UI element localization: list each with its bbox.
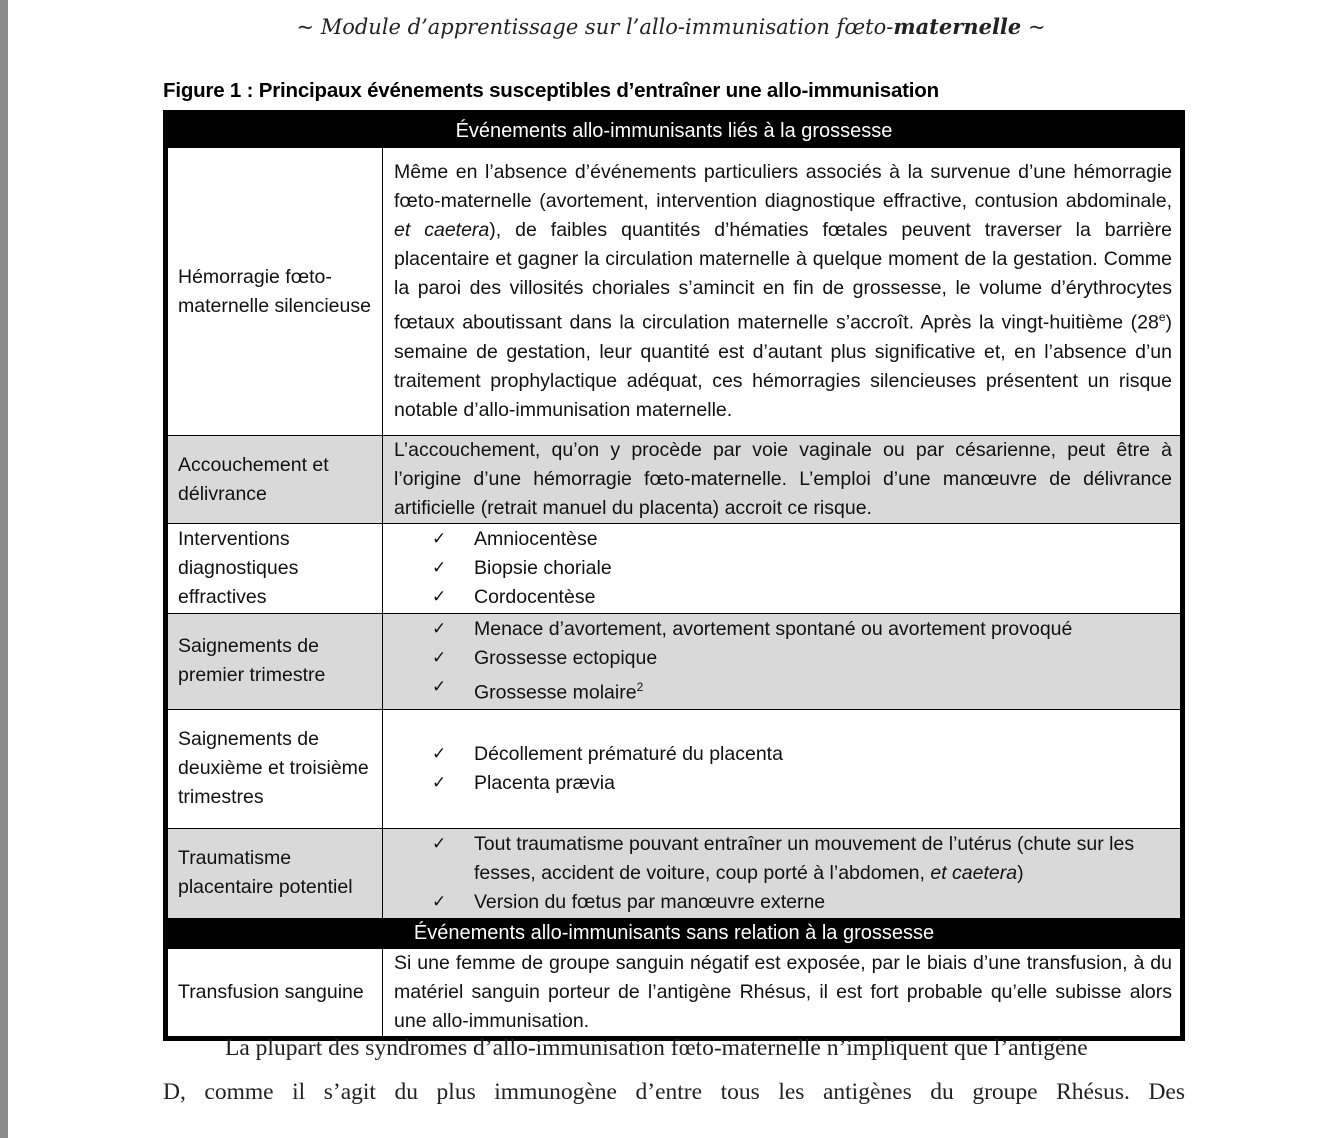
check-icon: ✓ [432,587,447,607]
check-icon: ✓ [432,772,447,793]
text-italic: et caetera [930,861,1018,884]
events-table [163,110,1185,1041]
row-label: Transfusion sanguine [166,948,383,1038]
page-header [8,14,1334,39]
section-header-row [166,918,1183,948]
row-description: L’accouchement, qu’on y procède par voie vaginale ou par césarienne, peut être à l’origine d’une hémorragie fœto-maternelle. L’emploi d’une manœuvre de délivrance artificielle (retrait manuel du placenta) accroit ce risque. [383,436,1183,524]
document-page [8,0,1334,1138]
check-icon: ✓ [432,529,447,549]
superscript: e [1158,310,1166,325]
row-list-cell [383,709,1183,828]
row-label: Accouchement et délivrance [166,436,383,524]
list-item-text: Amniocentèse [474,528,598,550]
list-item [432,740,1179,769]
list-item [432,615,1179,644]
section-header-row [166,113,1183,148]
list-item-text: Tout traumatisme pouvant entraîner un mouvement de l’utérus (chute sur les fesses, accident de voiture, coup porté à l’abdomen, [474,832,1135,884]
check-icon: ✓ [432,743,447,764]
header-title-start: ~ Module d’apprentissage sur l’allo-immunisation fœto- [296,15,894,39]
check-icon: ✓ [432,891,447,912]
table-row-delivery [166,436,1183,524]
row-label: Interventions diagnostiques effractives [166,524,383,614]
list-item-text: Cordocentèse [474,586,596,608]
check-icon: ✓ [432,677,447,697]
header-title-end: ~ [1021,15,1046,39]
list-item-text: Décollement prématuré du placenta [474,742,783,765]
check-icon: ✓ [432,833,447,854]
check-list [384,525,1179,612]
list-item-text: Placenta prævia [474,771,615,794]
list-item [432,644,1179,673]
check-icon: ✓ [432,648,447,668]
figure-caption: Figure 1 : Principaux événements susceptibles d’entraîner une allo-immunisation [163,79,939,102]
section-header-pregnancy: Événements allo-immunisants liés à la grossesse [166,113,1183,148]
list-item [432,525,1179,554]
list-item-text: Grossesse molaire [474,681,637,704]
footnote-link[interactable]: 2 [636,680,644,694]
text-part: ) semaine de gestation, leur quantité est d’autant plus significative et, en l’absence d’un traitement prophylactique adéquat, ces hémorragies silencieuses présentent un risque notable d’allo-immunisation maternelle. [394,311,1172,421]
text-part: Même en l’absence d’événements particuliers associés à la survenue d’une hémorragie fœto-maternelle (avortement, intervention diagnostique effractive, contusion abdominale, [394,161,1172,213]
row-label: Traumatisme placentaire potentiel [166,828,383,918]
list-item-text: Biopsie choriale [474,557,612,579]
row-list-cell [383,614,1183,710]
text-part: ), de faibles quantités d’hématies fœtales peuvent traverser la barrière placentaire et gagner la circulation maternelle à quelque moment de la gestation. Comme la paroi des villosités choriales s’amincit en fin de grossesse, le volume d’érythrocytes fœtaux aboutissant dans la circulation maternelle s’accroît. Après la vingt-huitième (28 [394,219,1172,334]
list-item [432,583,1179,612]
check-list [384,740,1179,798]
section-header-non-pregnancy: Événements allo-immunisants sans relation à la grossesse [166,918,1183,948]
table-row-transfusion [166,948,1183,1038]
text-italic: et caetera [394,219,490,242]
table-row-trauma [166,828,1183,918]
table-row-later-trimesters [166,709,1183,828]
row-label: Saignements de premier trimestre [166,614,383,710]
list-item [432,769,1179,798]
row-list-cell [383,524,1183,614]
list-item-text: Version du fœtus par manœuvre externe [474,890,826,913]
row-label: Hémorragie fœto-maternelle silencieuse [166,148,383,436]
table-row-silent-hemorrhage [166,148,1183,436]
check-list [384,615,1179,708]
list-item [432,554,1179,583]
body-paragraph-line-1: La plupart des syndromes d’allo-immunisation fœto-maternelle n’impliquent que l’antigène [225,1035,1088,1061]
list-item [432,673,1179,708]
row-list-cell [383,828,1183,918]
row-description: Si une femme de groupe sanguin négatif est exposée, par le biais d’une transfusion, à du matériel sanguin porteur de l’antigène Rhésus, il est fort probable qu’elle subisse alors une allo-immunisation. [383,948,1183,1038]
list-item [432,830,1171,888]
list-item-text: ) [1017,861,1024,884]
row-description [383,148,1183,436]
list-item [432,888,1171,917]
body-paragraph-line-2: D, comme il s’agit du plus immunogène d’entre tous les antigènes du groupe Rhésus. Des [163,1079,1185,1105]
check-icon: ✓ [432,558,447,578]
header-title-bold: maternelle [893,14,1022,39]
check-icon: ✓ [432,619,447,639]
row-label: Saignements de deuxième et troisième trimestres [166,709,383,828]
list-item-text: Grossesse ectopique [474,647,658,669]
table-row-first-trimester [166,614,1183,710]
table-row-interventions [166,524,1183,614]
check-list [384,830,1179,917]
list-item-text: Menace d’avortement, avortement spontané ou avortement provoqué [474,618,1073,640]
